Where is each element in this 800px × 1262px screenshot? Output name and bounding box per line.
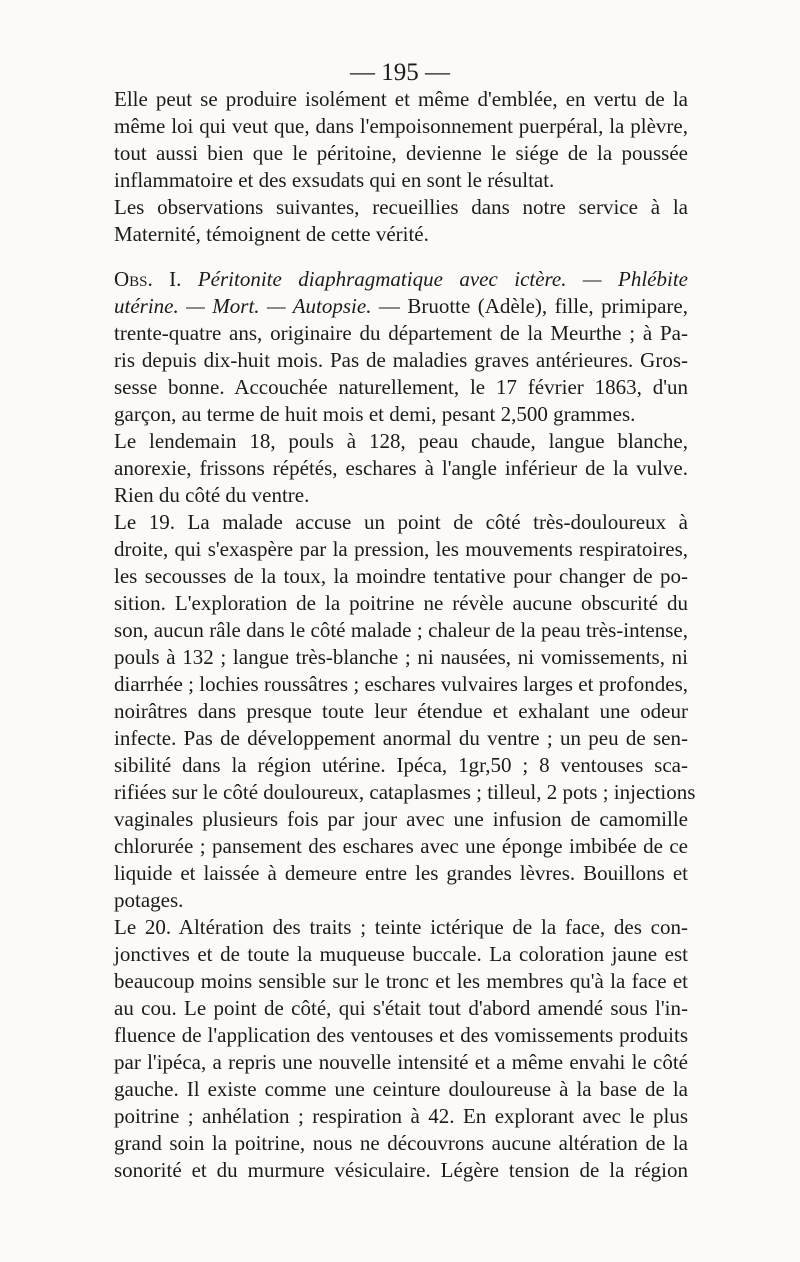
text-line: sition. L'exploration de la poitrine ne révèle aucune obscurité du [114, 591, 688, 615]
text-line: liquide et laissée à demeure entre les grandes lèvres. Bouillons et [114, 861, 688, 885]
text-line: au cou. Le point de côté, qui s'était tout d'abord amendé sous l'in- [114, 996, 688, 1020]
text-line: les secousses de la toux, la moindre tentative pour changer de po- [114, 564, 688, 588]
text-line: pouls à 132 ; langue très-blanche ; ni nausées, ni vomissements, ni [114, 645, 688, 669]
observation-title: utérine. — Mort. — Autopsie. [114, 294, 372, 318]
text-line: diarrhée ; lochies roussâtres ; eschares vulvaires larges et profondes, [114, 672, 688, 696]
observation-label: Obs. I. [114, 267, 182, 291]
text-line: gauche. Il existe comme une ceinture douloureuse à la base de la [114, 1077, 688, 1101]
text-line: Elle peut se produire isolément et même d'emblée, en vertu de la [114, 87, 688, 111]
body-text [114, 86, 696, 1184]
text-line: potages. [114, 888, 184, 912]
observation-text: — Bruotte (Adèle), fille, primipare, [371, 294, 688, 318]
text-line: grand soin la poitrine, nous ne découvrons aucune altération de la [114, 1131, 688, 1155]
text-line: fluence de l'application des ventouses et des vomissements produits [114, 1023, 688, 1047]
section-gap [114, 248, 688, 266]
text-line: droite, qui s'exaspère par la pression, les mouvements respiratoires, [114, 537, 688, 561]
text-line: poitrine ; anhélation ; respiration à 42. En explorant avec le plus [114, 1104, 688, 1128]
text-line: rifiées sur le côté douloureux, cataplasmes ; tilleul, 2 pots ; injections [114, 780, 696, 804]
text-line: vaginales plusieurs fois par jour avec une infusion de camomille [114, 807, 688, 831]
text-line: Le 20. Altération des traits ; teinte ictérique de la face, des con- [114, 915, 688, 939]
text-line: jonctives et de toute la muqueuse buccale. La coloration jaune est [114, 942, 688, 966]
text-line: trente-quatre ans, originaire du département de la Meurthe ; à Pa- [114, 321, 688, 345]
text-line: inflammatoire et des exsudats qui en sont le résultat. [114, 168, 555, 192]
page-number: — 195 — [350, 59, 450, 86]
text-line: noirâtres dans presque toute leur étendue et exhalant une odeur [114, 699, 688, 723]
text-line: Maternité, témoignent de cette vérité. [114, 222, 429, 246]
text-line: sibilité dans la région utérine. Ipéca, 1gr,50 ; 8 ventouses sca- [114, 753, 688, 777]
text-line: beaucoup moins sensible sur le tronc et les membres qu'à la face et [114, 969, 688, 993]
text-line: garçon, au terme de huit mois et demi, pesant 2,500 grammes. [114, 402, 636, 426]
text-line: même loi qui veut que, dans l'empoisonnement puerpéral, la plèvre, [114, 114, 688, 138]
text-line: Les observations suivantes, recueillies dans notre service à la [114, 195, 688, 219]
text-line: Rien du côté du ventre. [114, 483, 310, 507]
text-line: anorexie, frissons répétés, eschares à l'angle inférieur de la vulve. [114, 456, 688, 480]
text-line: ris depuis dix-huit mois. Pas de maladies graves antérieures. Gros- [114, 348, 688, 372]
text-line: tout aussi bien que le péritoine, devienne le siége de la poussée [114, 141, 688, 165]
observation-heading-line [114, 266, 688, 293]
text-line: par l'ipéca, a repris une nouvelle intensité et a même envahi le côté [114, 1050, 688, 1074]
text-line: Le lendemain 18, pouls à 128, peau chaude, langue blanche, [114, 429, 688, 453]
text-line: chlorurée ; pansement des eschares avec une éponge imbibée de ce [114, 834, 688, 858]
text-line: son, aucun râle dans le côté malade ; chaleur de la peau très-intense, [114, 618, 688, 642]
text-line: Le 19. La malade accuse un point de côté très-douloureux à [114, 510, 688, 534]
text-line: sesse bonne. Accouchée naturellement, le 17 février 1863, d'un [114, 375, 688, 399]
text-line: sonorité et du murmure vésiculaire. Légère tension de la région [114, 1158, 688, 1182]
text-line: infecte. Pas de développement anormal du ventre ; un peu de sen- [114, 726, 688, 750]
observation-heading-line [114, 293, 688, 320]
observation-title: Péritonite diaphragmatique avec ictère. — Phlébite [181, 267, 688, 291]
